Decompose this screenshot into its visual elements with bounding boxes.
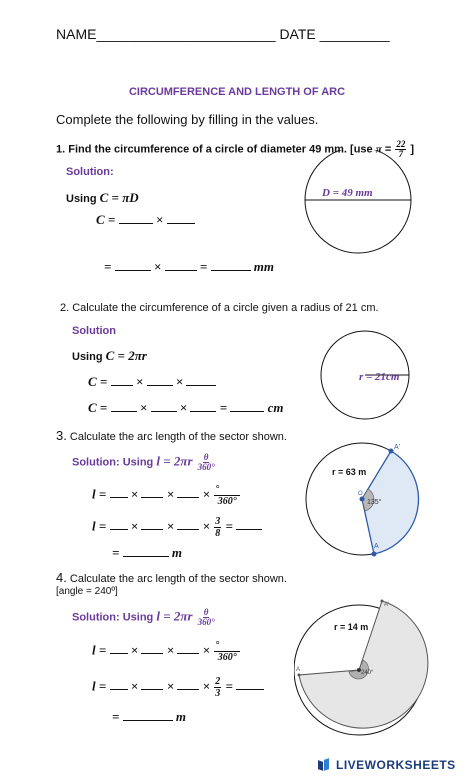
q3-frac-den-2: 360° bbox=[217, 496, 237, 507]
q1-line1 bbox=[96, 212, 195, 228]
q4-point-a bbox=[298, 674, 301, 677]
q3-degree: ° bbox=[215, 484, 220, 495]
q4-degree: ° bbox=[215, 640, 220, 651]
q2-blank-2[interactable] bbox=[147, 374, 173, 386]
q3-times-2: × bbox=[166, 486, 175, 502]
q4-question: Calculate the arc length of the sector shown. bbox=[69, 573, 287, 585]
q3-blank-fraction bbox=[214, 484, 240, 507]
q3-given-fraction bbox=[214, 516, 221, 539]
q4-formula: l = 2πr bbox=[156, 608, 193, 624]
q2-times: × bbox=[135, 374, 144, 389]
q2-formula: C = 2πr bbox=[105, 348, 147, 363]
q4-frac-den: 360° bbox=[197, 617, 215, 627]
q3-label-a: A bbox=[374, 543, 379, 550]
q4-blank-3[interactable] bbox=[177, 642, 199, 654]
q3-f2-den: 8 bbox=[215, 528, 221, 539]
q1-circle bbox=[305, 150, 411, 253]
q3-blank-2[interactable] bbox=[141, 486, 163, 498]
q2-line1-lhs: C = bbox=[88, 374, 108, 389]
q4-unit: m bbox=[175, 709, 187, 724]
q4-blank-5[interactable] bbox=[141, 678, 163, 690]
q2-blank-3[interactable] bbox=[186, 374, 216, 386]
q2-times-2: × bbox=[175, 374, 184, 389]
q1-times: × bbox=[155, 212, 164, 227]
q3-blank-7[interactable] bbox=[236, 518, 262, 530]
q3-text bbox=[56, 428, 287, 443]
q4-blank-4[interactable] bbox=[110, 678, 128, 690]
q1-diameter-label: D = 49 mm bbox=[322, 187, 373, 199]
q2-blank-4[interactable] bbox=[111, 400, 137, 412]
q3-point-a2 bbox=[389, 449, 394, 454]
q3-equals-2: = bbox=[112, 545, 120, 560]
q3-f2-num: 3 bbox=[215, 516, 221, 527]
q4-label-a: A bbox=[296, 667, 301, 673]
q4-label-a2: A' bbox=[384, 602, 390, 608]
q4-times: × bbox=[130, 642, 139, 658]
q3-point-a bbox=[372, 552, 377, 557]
q2-circle-diagram bbox=[318, 330, 418, 420]
q4-times-5: × bbox=[166, 678, 175, 694]
q3-times: × bbox=[130, 486, 139, 502]
q4-line2-lhs: l = bbox=[92, 678, 107, 694]
q4-blank-2[interactable] bbox=[141, 642, 163, 654]
q1-solution-label: Solution: bbox=[66, 166, 114, 178]
q4-frac-num: θ bbox=[203, 607, 209, 617]
q1-unit: mm bbox=[253, 259, 274, 274]
liveworksheets-brand: LIVEWORKSHEETS bbox=[336, 758, 456, 772]
q1-formula: C = πD bbox=[99, 190, 139, 205]
q1-blank-5[interactable] bbox=[211, 259, 251, 271]
q3-line2-lhs: l = bbox=[92, 518, 107, 534]
name-label: NAME bbox=[56, 26, 97, 42]
q4-frac-den-2: 360° bbox=[217, 652, 237, 663]
q1-line2 bbox=[104, 259, 274, 275]
q4-text bbox=[56, 570, 287, 585]
q3-blank-3[interactable] bbox=[177, 486, 199, 498]
q3-number: 3. bbox=[56, 428, 67, 443]
q3-unit: m bbox=[171, 545, 183, 560]
q1-frac-den: 7 bbox=[398, 149, 404, 159]
q3-line2 bbox=[92, 516, 262, 539]
q2-times-4: × bbox=[179, 400, 188, 415]
q3-radius-label: r = 63 m bbox=[332, 467, 367, 477]
q3-blank-6[interactable] bbox=[177, 518, 199, 530]
liveworksheets-icon bbox=[318, 759, 332, 771]
q3-question: Calculate the arc length of the sector shown. bbox=[69, 431, 287, 443]
q3-line1 bbox=[92, 484, 241, 507]
q4-equals-2: = bbox=[112, 709, 120, 724]
q4-solution bbox=[72, 608, 217, 627]
q4-given-fraction bbox=[214, 676, 221, 699]
q3-sector-diagram bbox=[304, 440, 444, 558]
q3-formula-fraction bbox=[197, 453, 216, 472]
q3-label-o: O bbox=[358, 491, 363, 497]
q2-blank-6[interactable] bbox=[190, 400, 216, 412]
q4-radius-label: r = 14 m bbox=[334, 622, 369, 632]
q2-text: 2. Calculate the circumference of a circle given a radius of 21 cm. bbox=[60, 302, 379, 314]
q4-angle-note: [angle = 240º] bbox=[56, 586, 118, 597]
q3-formula: l = 2πr bbox=[156, 453, 193, 469]
q4-times-4: × bbox=[130, 678, 139, 694]
q4-f2-den: 3 bbox=[215, 688, 221, 699]
q4-formula-fraction bbox=[197, 608, 216, 627]
q1-using bbox=[66, 190, 139, 206]
q3-label-a2: A' bbox=[394, 444, 401, 451]
q1-equals: = bbox=[104, 259, 112, 274]
date-label: DATE bbox=[279, 26, 316, 42]
q3-equals: = bbox=[225, 518, 233, 534]
q2-radius-label: r = 21cm bbox=[359, 371, 400, 383]
q1-using-label: Using bbox=[66, 193, 97, 205]
q3-blank-8[interactable] bbox=[123, 545, 169, 557]
q4-times-2: × bbox=[166, 642, 175, 658]
q2-equals: = bbox=[219, 400, 228, 415]
q3-times-6: × bbox=[202, 518, 211, 534]
q3-line3 bbox=[112, 545, 182, 561]
q3-times-3: × bbox=[202, 486, 211, 502]
q3-times-5: × bbox=[166, 518, 175, 534]
q4-line3 bbox=[112, 709, 186, 725]
q3-line1-lhs: l = bbox=[92, 486, 107, 502]
instruction-text: Complete the following by filling in the values. bbox=[56, 112, 319, 127]
q1-times-2: × bbox=[153, 259, 162, 274]
worksheet-title: CIRCUMFERENCE AND LENGTH OF ARC bbox=[128, 86, 346, 98]
q1-eq-sign: = bbox=[384, 143, 392, 156]
q1-circle-diagram bbox=[300, 150, 420, 260]
q1-question: 1. Find the circumference of a circle of diameter 49 mm. [use bbox=[56, 143, 373, 156]
q1-line1-lhs: C = bbox=[96, 212, 116, 227]
q1-blank-4[interactable] bbox=[165, 259, 197, 271]
q1-frac-num: 22 bbox=[396, 139, 406, 149]
q1-blank-3[interactable] bbox=[115, 259, 151, 271]
liveworksheets-logo[interactable] bbox=[318, 758, 456, 772]
q2-blank-7[interactable] bbox=[230, 400, 264, 412]
q3-solution bbox=[72, 453, 217, 472]
q3-blank-4[interactable] bbox=[110, 518, 128, 530]
q3-angle-label: 135° bbox=[367, 499, 382, 506]
q4-line1 bbox=[92, 640, 241, 663]
q2-using bbox=[72, 348, 147, 364]
name-line bbox=[56, 26, 390, 42]
q4-blank-6[interactable] bbox=[177, 678, 199, 690]
date-blank[interactable]: _________ bbox=[319, 26, 390, 42]
q1-equals-2: = bbox=[199, 259, 208, 274]
q4-blank-7[interactable] bbox=[236, 678, 264, 690]
q3-blank-1[interactable] bbox=[110, 486, 128, 498]
q4-angle-label: 240° bbox=[361, 670, 374, 676]
q4-blank-8[interactable] bbox=[123, 709, 173, 721]
q1-close-bracket: ] bbox=[410, 143, 415, 156]
q2-using-label: Using bbox=[72, 351, 103, 363]
q4-f2-num: 2 bbox=[215, 676, 221, 687]
q2-line1 bbox=[88, 374, 216, 390]
q4-blank-1[interactable] bbox=[110, 642, 128, 654]
q2-unit: cm bbox=[267, 400, 284, 415]
q3-center-point bbox=[360, 497, 365, 502]
q4-times-6: × bbox=[202, 678, 211, 694]
q2-times-3: × bbox=[139, 400, 148, 415]
q3-blank-5[interactable] bbox=[141, 518, 163, 530]
q3-frac-den: 360° bbox=[197, 462, 215, 472]
q2-line2-lhs: C = bbox=[88, 400, 108, 415]
q1-blank-2[interactable] bbox=[167, 212, 195, 224]
name-blank[interactable]: _______________________ bbox=[96, 26, 276, 42]
q4-equals: = bbox=[225, 678, 233, 694]
q4-times-3: × bbox=[202, 642, 211, 658]
q4-sector-diagram bbox=[294, 598, 444, 748]
q1-pi: π bbox=[375, 143, 382, 156]
q2-blank-1[interactable] bbox=[111, 374, 133, 386]
q4-line1-lhs: l = bbox=[92, 642, 107, 658]
q3-solution-label: Solution: Using bbox=[72, 456, 154, 469]
q3-frac-num: θ bbox=[203, 452, 209, 462]
q4-solution-label: Solution: Using bbox=[72, 611, 154, 624]
q2-line2 bbox=[88, 400, 284, 416]
q1-blank-1[interactable] bbox=[119, 212, 153, 224]
q4-line2 bbox=[92, 676, 264, 699]
q2-blank-5[interactable] bbox=[151, 400, 177, 412]
q4-number: 4. bbox=[56, 570, 67, 585]
q2-solution-label: Solution bbox=[72, 325, 116, 337]
q4-blank-fraction bbox=[214, 640, 240, 663]
q3-times-4: × bbox=[130, 518, 139, 534]
